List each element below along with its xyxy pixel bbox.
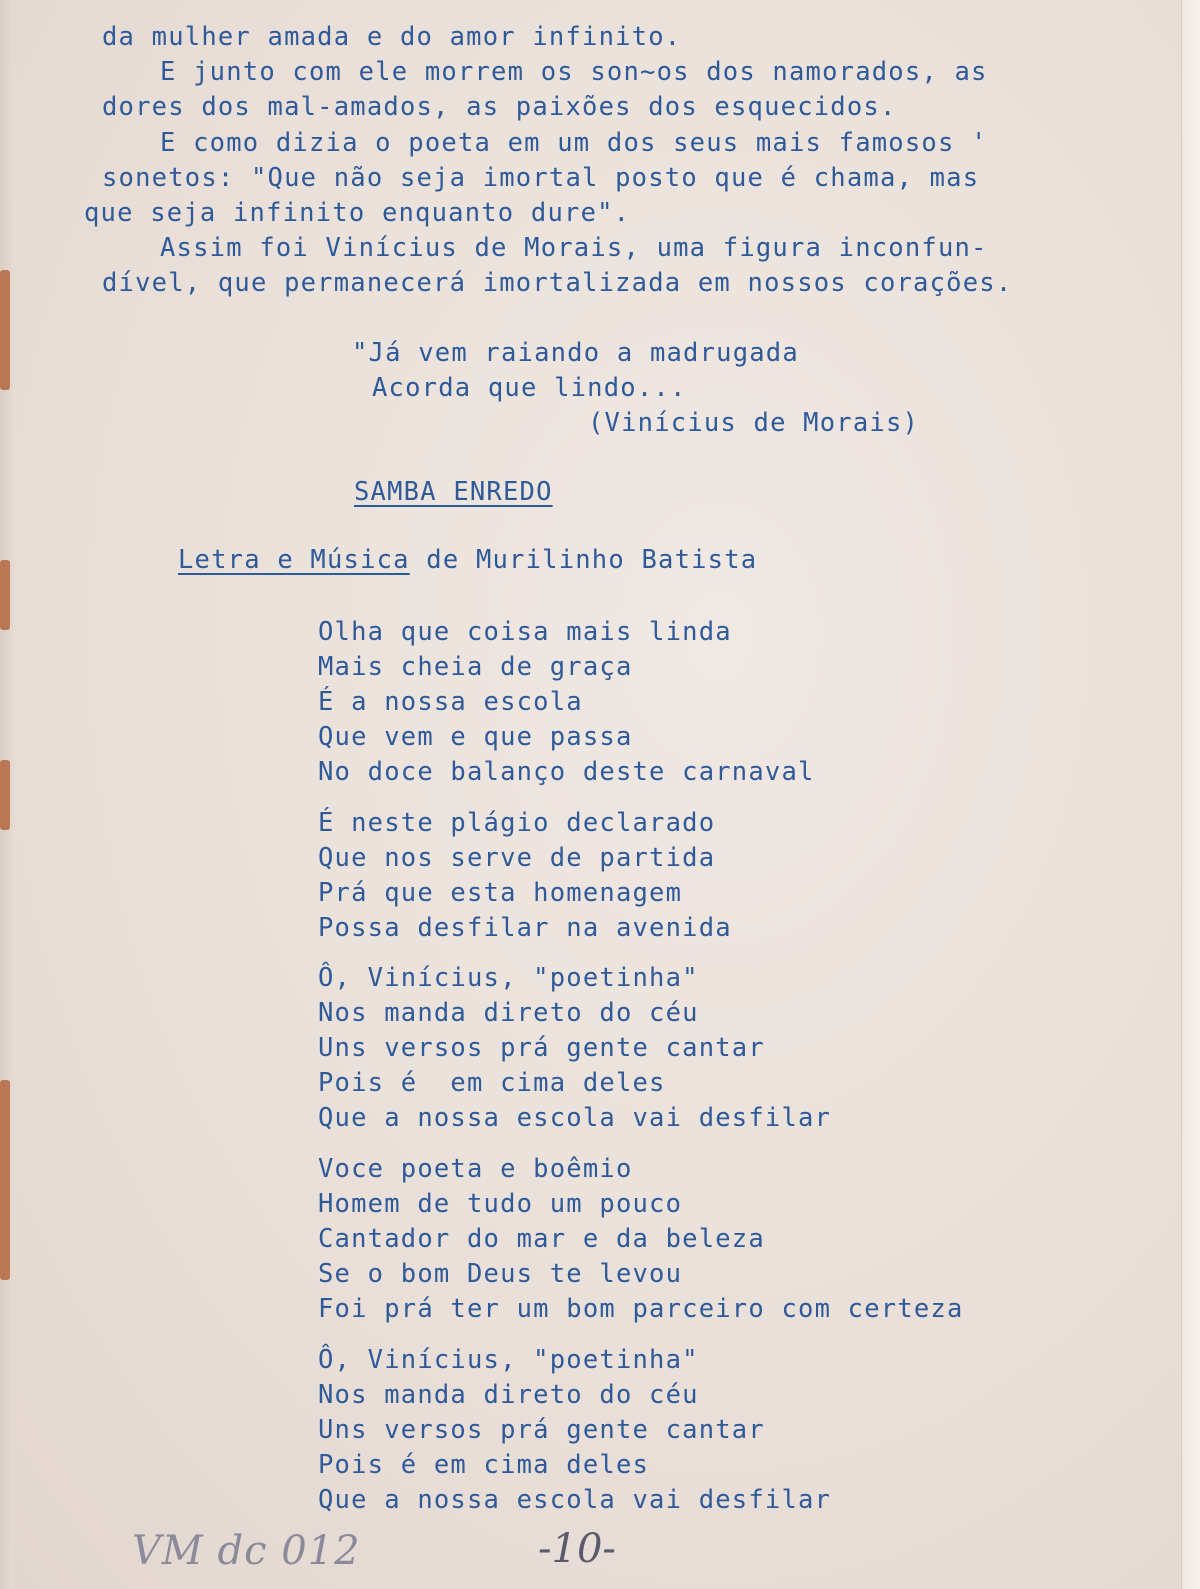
prose-line: que seja infinito enquanto dure". bbox=[84, 198, 631, 228]
lyric-line: Pois é em cima deles bbox=[318, 1450, 650, 1480]
page-number: -10- bbox=[538, 1526, 616, 1572]
prose-line: sonetos: "Que não seja imortal posto que é chama, mas bbox=[102, 163, 980, 193]
lyric-line: Ô, Vinícius, "poetinha" bbox=[318, 1345, 699, 1375]
lyric-line: Se o bom Deus te levou bbox=[318, 1259, 683, 1289]
lyric-line: É neste plágio declarado bbox=[318, 808, 716, 838]
rust-stain bbox=[0, 560, 10, 630]
prose-line: Assim foi Vinícius de Morais, uma figura inconfun- bbox=[160, 233, 988, 263]
prose-line: dores dos mal-amados, as paixões dos esquecidos. bbox=[102, 92, 897, 122]
quote-line: Acorda que lindo... bbox=[372, 373, 687, 403]
right-edge bbox=[1181, 0, 1200, 1589]
lyric-line: Ô, Vinícius, "poetinha" bbox=[318, 963, 699, 993]
song-credit bbox=[178, 545, 757, 575]
lyric-line: Homem de tudo um pouco bbox=[318, 1189, 683, 1219]
lyric-line: Que a nossa escola vai desfilar bbox=[318, 1103, 832, 1133]
lyric-line: Uns versos prá gente cantar bbox=[318, 1033, 765, 1063]
song-title: SAMBA ENREDO bbox=[354, 477, 553, 507]
lyric-line: Olha que coisa mais linda bbox=[318, 617, 732, 647]
lyric-line: Nos manda direto do céu bbox=[318, 998, 699, 1028]
handwritten-archive-code: VM dc 012 bbox=[132, 1528, 361, 1574]
prose-line: E como dizia o poeta em um dos seus mais famosos ' bbox=[160, 128, 988, 158]
lyric-line: Voce poeta e boêmio bbox=[318, 1154, 633, 1184]
lyric-line: Que nos serve de partida bbox=[318, 843, 716, 873]
lyric-line: Nos manda direto do céu bbox=[318, 1380, 699, 1410]
quote-attribution: (Vinícius de Morais) bbox=[588, 408, 920, 438]
lyric-line: Que a nossa escola vai desfilar bbox=[318, 1485, 832, 1515]
lyric-line: Mais cheia de graça bbox=[318, 652, 633, 682]
prose-line: dível, que permanecerá imortalizada em nossos corações. bbox=[102, 268, 1013, 298]
lyric-line: Cantador do mar e da beleza bbox=[318, 1224, 765, 1254]
lyric-line: Pois é em cima deles bbox=[318, 1068, 666, 1098]
quote-line: "Já vem raiando a madrugada bbox=[352, 338, 799, 368]
lyric-line: Uns versos prá gente cantar bbox=[318, 1415, 765, 1445]
credit-label: Letra e Música bbox=[178, 545, 410, 575]
lyric-line: Foi prá ter um bom parceiro com certeza bbox=[318, 1294, 964, 1324]
credit-author: de Murilinho Batista bbox=[409, 545, 758, 575]
lyric-line: Prá que esta homenagem bbox=[318, 878, 683, 908]
lyric-line: Que vem e que passa bbox=[318, 722, 633, 752]
lyric-line: É a nossa escola bbox=[318, 687, 583, 717]
lyric-line: Possa desfilar na avenida bbox=[318, 913, 732, 943]
rust-stain bbox=[0, 760, 10, 830]
prose-line: E junto com ele morrem os son~os dos namorados, as bbox=[160, 57, 988, 87]
rust-stain bbox=[0, 1080, 10, 1280]
prose-line: da mulher amada e do amor infinito. bbox=[102, 22, 682, 52]
rust-stain bbox=[0, 270, 10, 390]
lyric-line: No doce balanço deste carnaval bbox=[318, 757, 815, 787]
